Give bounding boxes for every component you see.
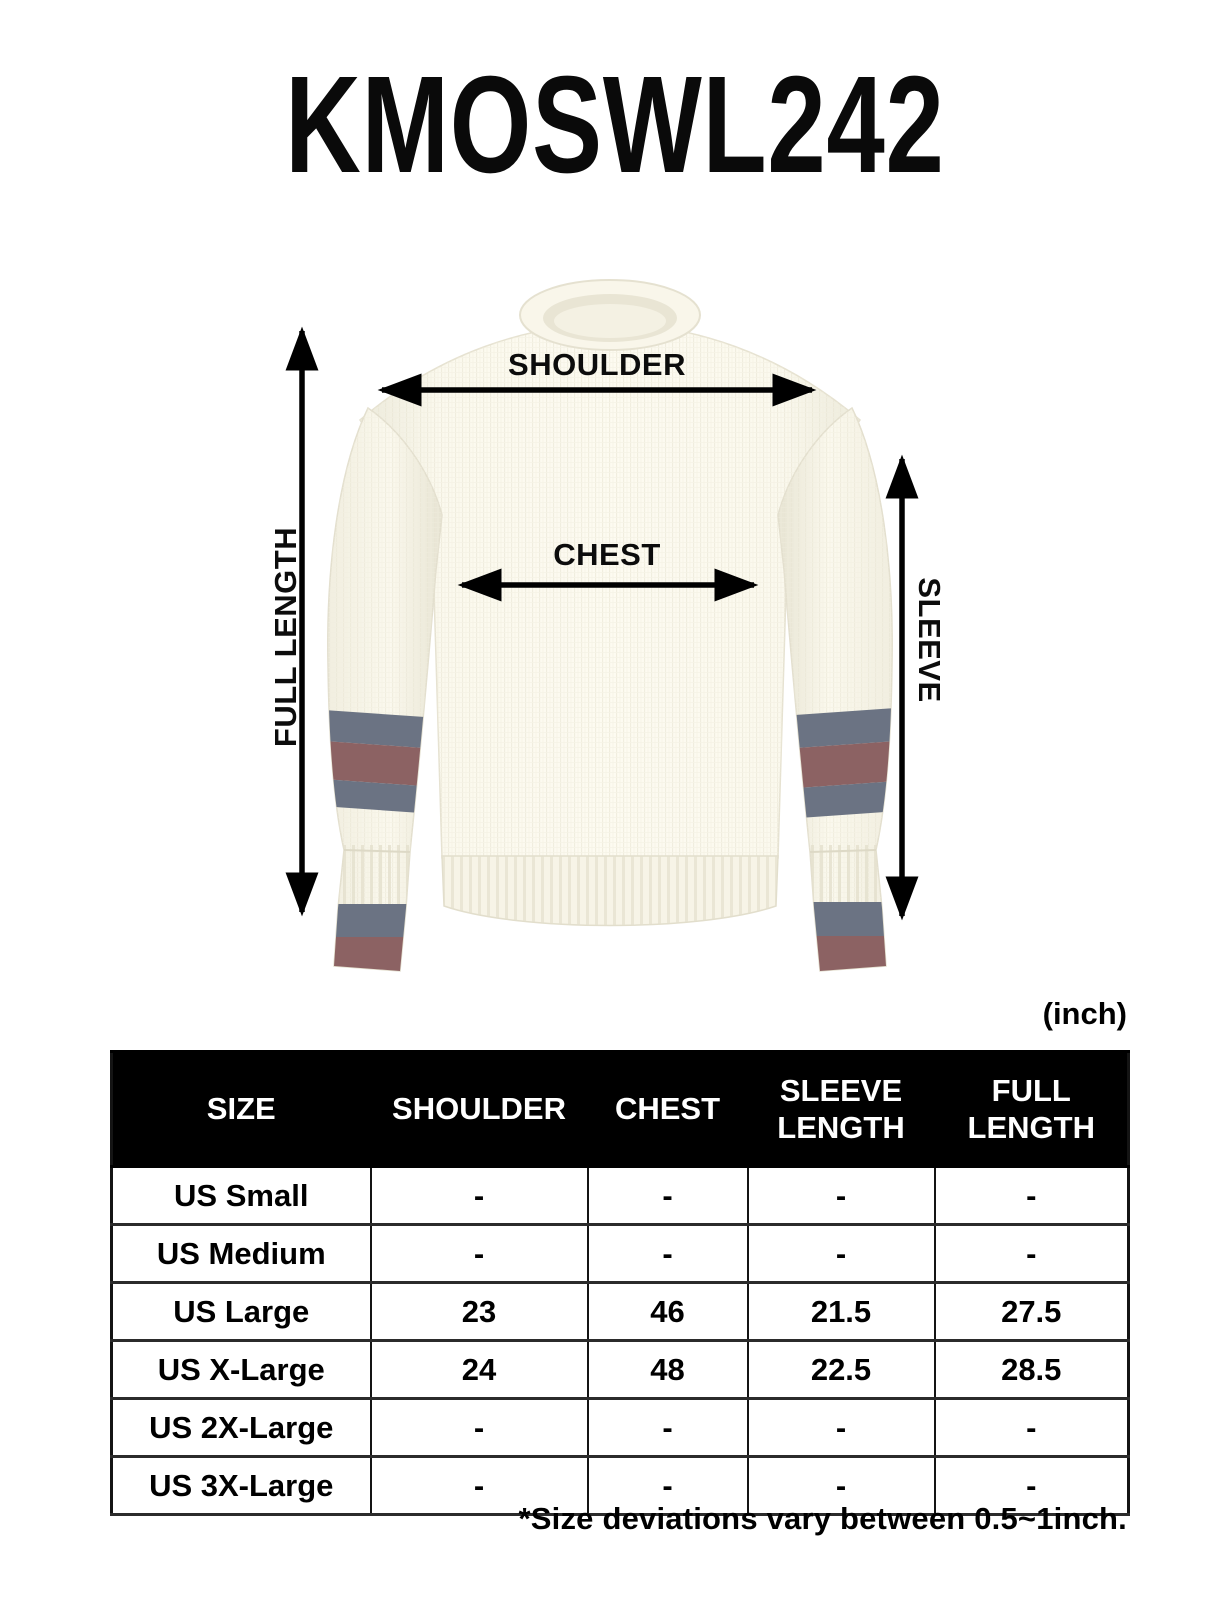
value-cell: -	[371, 1399, 588, 1457]
value-cell: -	[748, 1225, 935, 1283]
shoulder-label: SHOULDER	[508, 347, 686, 382]
value-cell: -	[935, 1457, 1129, 1515]
header-cell-shoulder: SHOULDER	[371, 1052, 588, 1167]
header-cell-sleeve-length: SLEEVE LENGTH	[748, 1052, 935, 1167]
value-cell: -	[371, 1167, 588, 1225]
value-cell: 24	[371, 1341, 588, 1399]
page-title: KMOSWL242	[285, 48, 945, 202]
value-cell: 27.5	[935, 1283, 1129, 1341]
table-row	[112, 1399, 1129, 1457]
value-cell: -	[588, 1399, 748, 1457]
value-cell: 23	[371, 1283, 588, 1341]
header-cell-chest: CHEST	[588, 1052, 748, 1167]
sweater-collar	[520, 280, 700, 350]
sleeve-label: SLEEVE	[912, 577, 947, 703]
full-length-label: FULL LENGTH	[268, 526, 303, 748]
value-cell: 28.5	[935, 1341, 1129, 1399]
size-table	[110, 1050, 1130, 1516]
value-cell: -	[935, 1167, 1129, 1225]
value-cell: -	[748, 1457, 935, 1515]
value-cell: 48	[588, 1341, 748, 1399]
unit-note: (inch)	[1042, 996, 1127, 1031]
table-row	[112, 1283, 1129, 1341]
footnote: *Size deviations vary between 0.5~1inch.	[518, 1501, 1127, 1536]
left-sleeve-stripe-mauve	[307, 740, 454, 788]
table-row	[112, 1341, 1129, 1399]
left-sleeve-stripe-gray-bottom	[305, 778, 452, 815]
sweater-body	[360, 324, 860, 926]
header-cell-full-length: FULL LENGTH	[935, 1052, 1129, 1167]
value-cell: 21.5	[748, 1283, 935, 1341]
size-cell: US Small	[112, 1167, 371, 1225]
table-row	[112, 1167, 1129, 1225]
right-sleeve-stripe-gray-bottom	[770, 780, 917, 820]
value-cell: -	[371, 1457, 588, 1515]
table-row	[112, 1225, 1129, 1283]
size-cell: US Medium	[112, 1225, 371, 1283]
value-cell: -	[371, 1225, 588, 1283]
right-sleeve-stripe-mauve	[767, 740, 914, 790]
table-header-row	[112, 1052, 1129, 1167]
header-cell-size: SIZE	[112, 1052, 371, 1167]
chest-label: CHEST	[553, 537, 661, 572]
value-cell: -	[935, 1225, 1129, 1283]
size-cell: US 2X-Large	[112, 1399, 371, 1457]
sweater-left-sleeve	[305, 408, 456, 977]
value-cell: -	[588, 1457, 748, 1515]
size-cell: US 3X-Large	[112, 1457, 371, 1515]
value-cell: 22.5	[748, 1341, 935, 1399]
size-cell: US X-Large	[112, 1341, 371, 1399]
size-cell: US Large	[112, 1283, 371, 1341]
value-cell: -	[935, 1399, 1129, 1457]
value-cell: -	[748, 1167, 935, 1225]
sweater-right-sleeve	[765, 408, 917, 976]
value-cell: -	[588, 1225, 748, 1283]
value-cell: 46	[588, 1283, 748, 1341]
value-cell: -	[588, 1167, 748, 1225]
value-cell: -	[748, 1399, 935, 1457]
